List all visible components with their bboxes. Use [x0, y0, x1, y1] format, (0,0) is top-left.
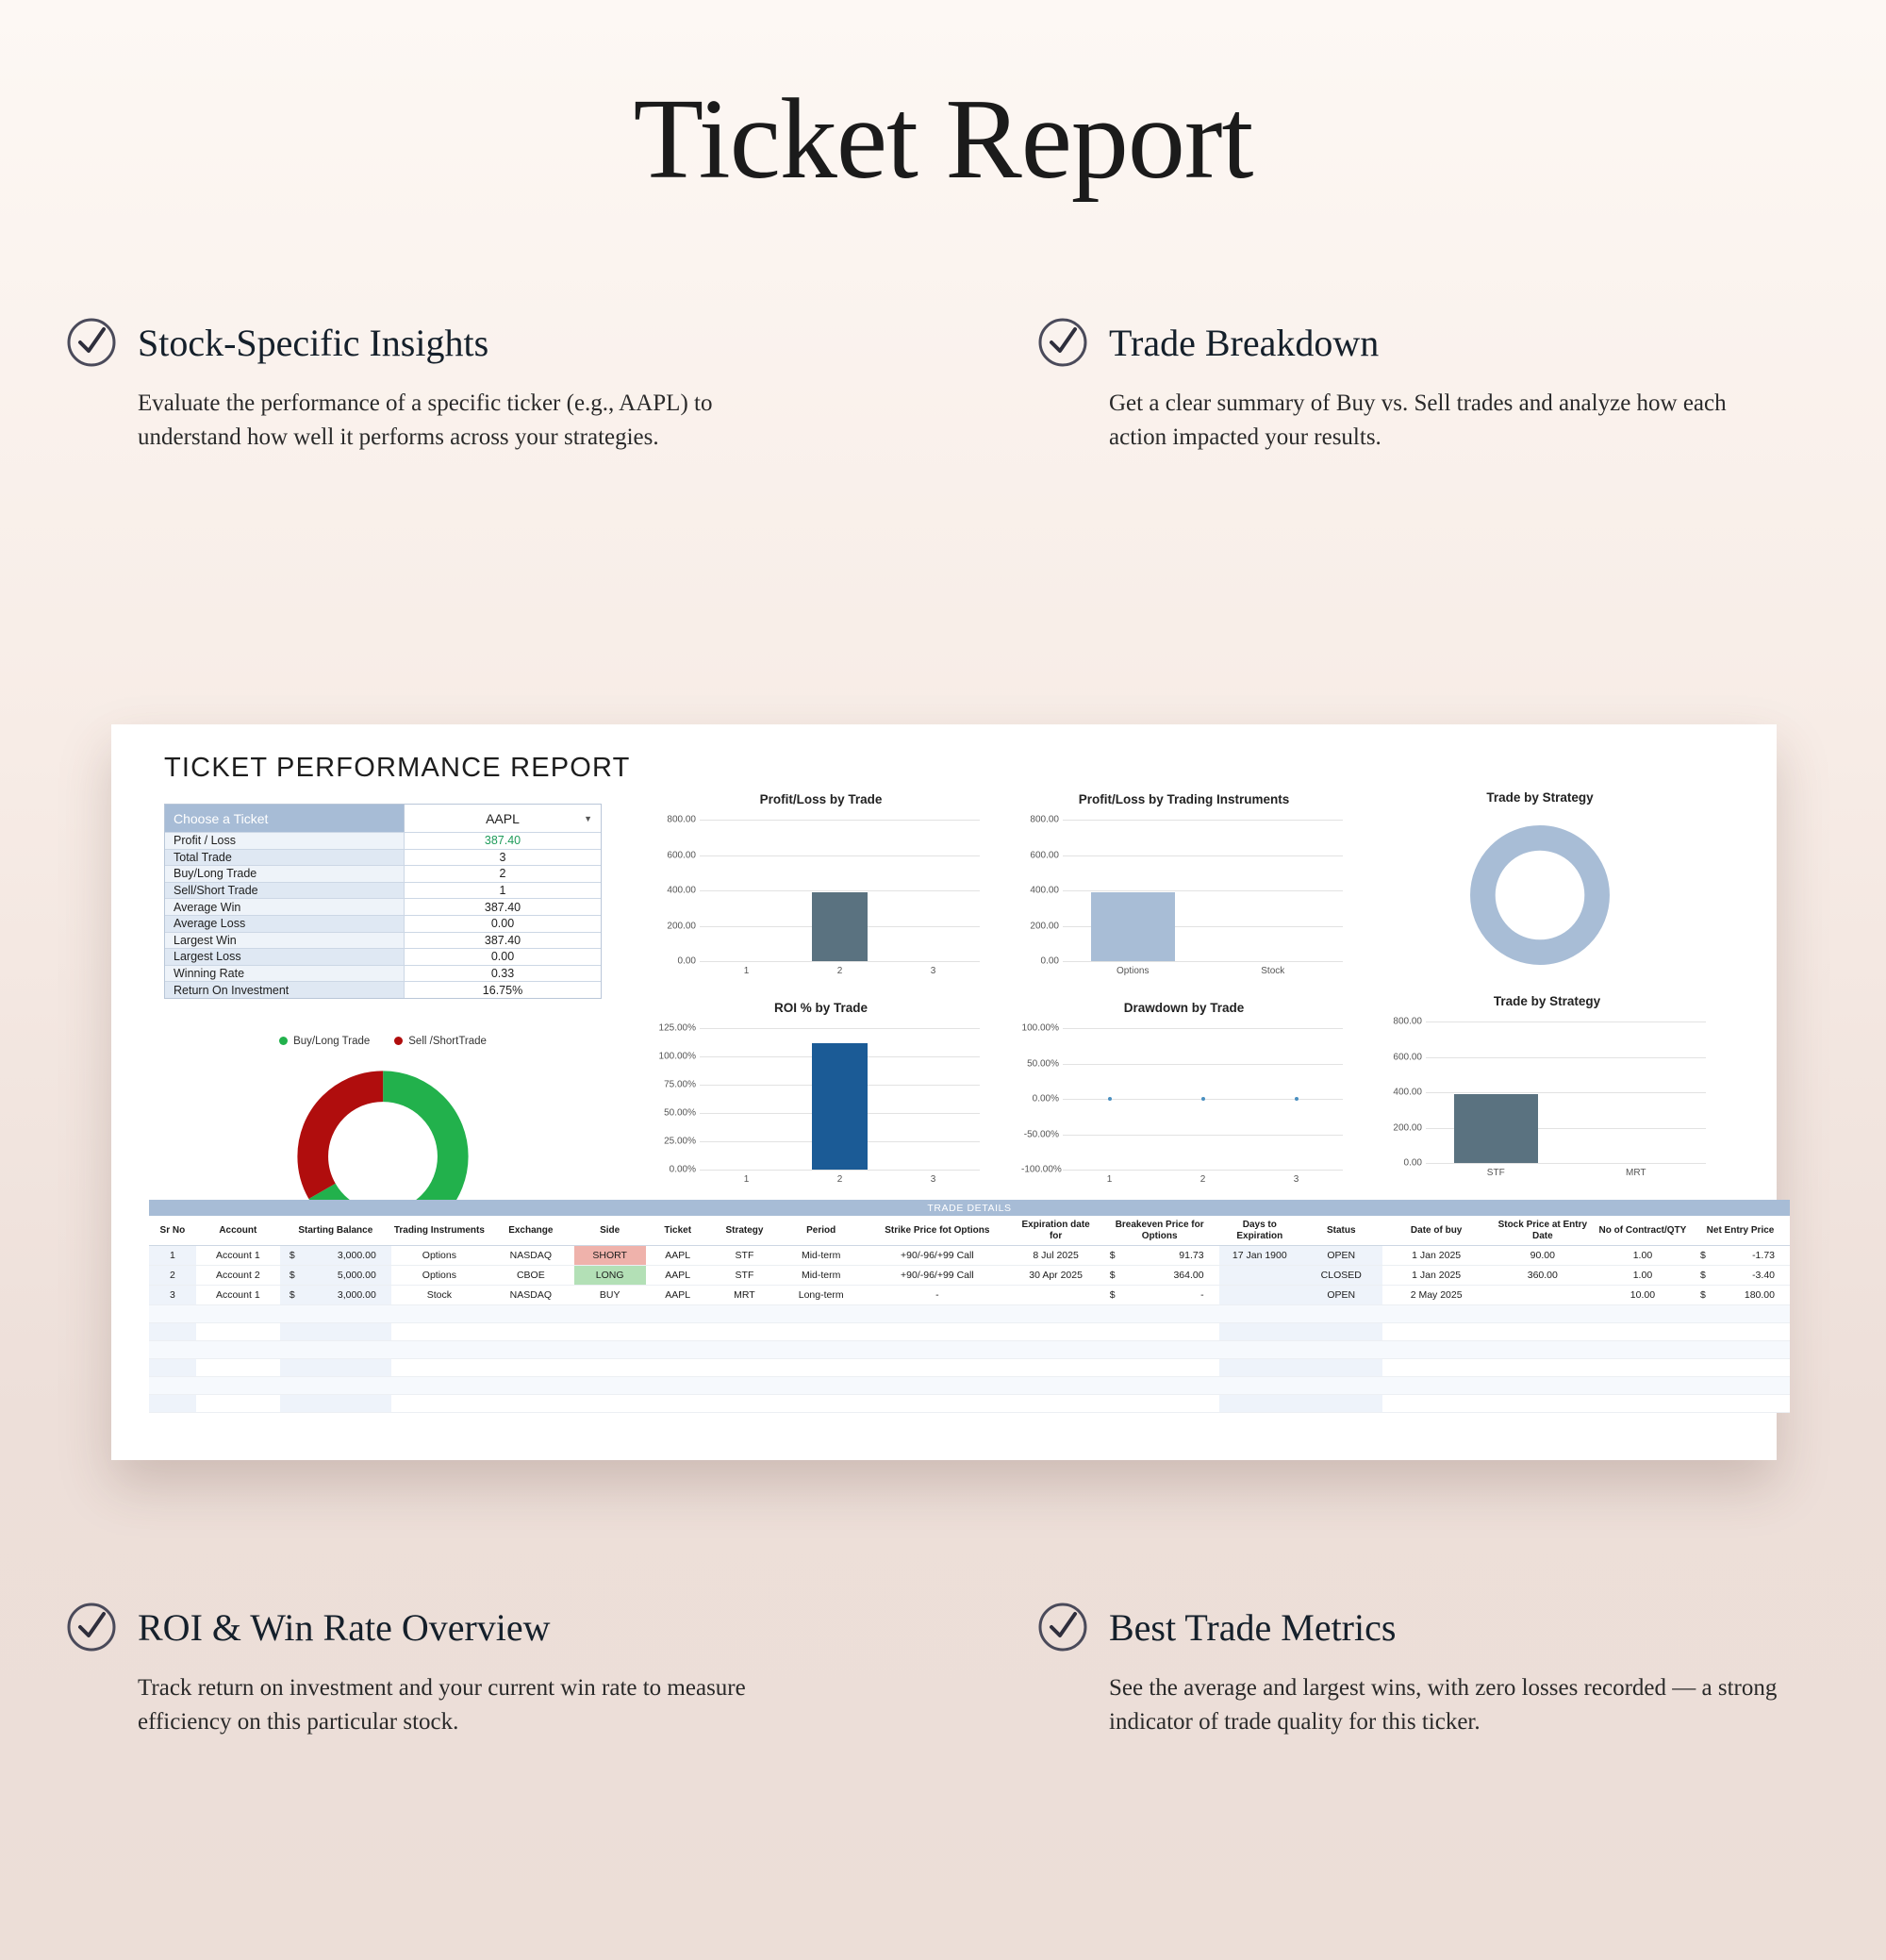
table-header-row: [149, 1216, 1790, 1246]
table-empty-row[interactable]: [149, 1359, 1790, 1377]
chart-gridline: [700, 855, 980, 856]
chart-bar: [812, 892, 868, 961]
chart-title: Profit/Loss by Trade: [759, 792, 883, 806]
chart-data-point: [1108, 1097, 1112, 1101]
table-column-header: Net Entry Price: [1691, 1216, 1790, 1246]
metric-row: [165, 882, 601, 899]
metric-label: Sell/Short Trade: [165, 883, 404, 899]
report-title: TICKET PERFORMANCE REPORT: [164, 753, 631, 783]
chart-y-tick: 125.00%: [658, 1022, 696, 1034]
chart-y-tick: 0.00%: [669, 1164, 696, 1175]
donut-legend: [164, 1036, 602, 1047]
chart-gridline: [1063, 820, 1343, 821]
trade-details-table: [149, 1216, 1790, 1413]
chevron-down-icon[interactable]: ▼: [584, 813, 592, 823]
metric-value: 0.00: [404, 916, 601, 932]
page-title: Ticket Report: [633, 75, 1253, 203]
chart-x-tick: 2: [836, 1174, 843, 1185]
legend-item-buy: Buy/Long Trade: [279, 1036, 370, 1047]
metric-value: 16.75%: [404, 982, 601, 998]
table-column-header: Stock Price at Entry Date: [1491, 1216, 1595, 1246]
chart-gridline: [1063, 1028, 1343, 1029]
chart-profit-loss-by-instruments: [1021, 792, 1347, 982]
metric-row: [165, 932, 601, 949]
spreadsheet-canvas: [130, 736, 1777, 1460]
chart-y-tick: 800.00: [1030, 814, 1059, 825]
chart-data-point: [1201, 1097, 1205, 1101]
chart-y-tick: 400.00: [1393, 1087, 1422, 1098]
chart-gridline: [1063, 1064, 1343, 1065]
chart-bar: [1454, 1094, 1538, 1163]
chart-y-tick: 50.00%: [1027, 1058, 1059, 1069]
chart-gridline: [1426, 1163, 1706, 1164]
feature-trade-breakdown: [943, 317, 1820, 456]
table-column-header: Ticket: [646, 1216, 710, 1246]
features-bottom: [66, 1602, 1820, 1740]
metric-value: 1: [404, 883, 601, 899]
chart-trade-by-strategy-bar: [1384, 994, 1710, 1184]
ticket-chooser-selected: AAPL: [486, 810, 520, 826]
table-empty-row[interactable]: [149, 1377, 1790, 1395]
table-row[interactable]: 1 Account 1 $ 3,000.00 Options NASDAQ SHORT AAPL STF Mid-term +90/-96/+99 Call 8 Jul 2025 $ 91.73 17 Jan 1900 OPEN 1 Jan 2025 90.00 1.00 $ -1.73: [149, 1246, 1790, 1266]
table-empty-row[interactable]: [149, 1395, 1790, 1413]
check-circle-icon: [1037, 1602, 1088, 1653]
chart-title: Trade by Strategy: [1486, 790, 1594, 805]
chart-title: Trade by Strategy: [1493, 994, 1601, 1008]
metric-label: Largest Win: [165, 933, 404, 949]
chart-gridline: [700, 1170, 980, 1171]
metric-row: [165, 849, 601, 866]
chart-y-tick: 200.00: [667, 921, 696, 931]
chart-y-tick: -50.00%: [1023, 1129, 1059, 1139]
chart-y-tick: 600.00: [1393, 1052, 1422, 1062]
table-column-header: Strategy: [710, 1216, 779, 1246]
chart-y-tick: 100.00%: [658, 1051, 696, 1062]
chart-gridline: [1063, 961, 1343, 962]
chart-y-tick: 400.00: [667, 885, 696, 896]
chart-x-tick: 2: [836, 966, 843, 976]
feature-title: ROI & Win Rate Overview: [138, 1605, 551, 1649]
table-column-header: Status: [1300, 1216, 1381, 1246]
check-circle-icon: [66, 317, 117, 368]
chart-trade-by-strategy-donut: [1384, 790, 1696, 980]
chart-y-tick: 0.00: [1040, 955, 1059, 967]
chart-title: ROI % by Trade: [773, 1001, 869, 1015]
table-column-header: Starting Balance: [280, 1216, 391, 1246]
chart-gridline: [1063, 1170, 1343, 1171]
table-column-header: Side: [574, 1216, 646, 1246]
chart-profit-loss-by-trade: [658, 792, 984, 982]
table-column-header: Date of buy: [1382, 1216, 1491, 1246]
table-column-header: Breakeven Price for Options: [1100, 1216, 1219, 1246]
chart-x-tick: Stock: [1261, 966, 1285, 976]
check-circle-icon: [66, 1602, 117, 1653]
table-empty-row[interactable]: [149, 1305, 1790, 1323]
chart-x-tick: 2: [1199, 1174, 1206, 1185]
metric-row: [165, 915, 601, 932]
chart-x-tick: STF: [1486, 1168, 1505, 1178]
chart-y-tick: 100.00%: [1021, 1022, 1059, 1034]
table-column-header: Days to Expiration: [1219, 1216, 1300, 1246]
feature-body: Track return on investment and your current win rate to measure efficiency on this particular stock.: [138, 1675, 746, 1736]
chart-gridline: [1426, 1092, 1706, 1093]
table-column-header: Account: [196, 1216, 280, 1246]
chart-y-tick: 400.00: [1030, 885, 1059, 896]
ticket-chooser[interactable]: [165, 805, 601, 832]
chart-gridline: [1063, 1135, 1343, 1136]
feature-title: Best Trade Metrics: [1109, 1605, 1397, 1649]
chart-y-tick: 75.00%: [664, 1079, 696, 1090]
table-row[interactable]: 2 Account 2 $ 5,000.00 Options CBOE LONG AAPL STF Mid-term +90/-96/+99 Call 30 Apr 2025 $ 364.00 CLOSED 1 Jan 2025 360.00 1.00 $ -3.40: [149, 1266, 1790, 1286]
metric-label: Average Win: [165, 899, 404, 915]
table-column-header: Strike Price fot Options: [863, 1216, 1011, 1246]
report-screenshot-card: [111, 724, 1777, 1460]
metric-label: Total Trade: [165, 850, 404, 866]
chart-x-tick: 3: [930, 966, 936, 976]
ticket-chooser-label: Choose a Ticket: [165, 805, 404, 832]
chart-x-tick: 3: [930, 1174, 936, 1185]
chart-y-tick: 800.00: [667, 814, 696, 825]
table-column-header: Sr No: [149, 1216, 196, 1246]
table-column-header: Period: [779, 1216, 863, 1246]
metric-label: Buy/Long Trade: [165, 866, 404, 882]
chart-gridline: [700, 890, 980, 891]
metric-row: [165, 965, 601, 982]
ticket-chooser-value[interactable]: [404, 805, 601, 832]
table-empty-row[interactable]: [149, 1341, 1790, 1359]
metric-row: [165, 981, 601, 998]
chart-y-tick: 0.00%: [1032, 1093, 1059, 1105]
feature-title: Stock-Specific Insights: [138, 321, 489, 364]
feature-body: See the average and largest wins, with zero losses recorded — a strong indicator of trade quality for this ticker.: [1109, 1675, 1778, 1736]
metric-label: Return On Investment: [165, 982, 404, 998]
chart-y-tick: 800.00: [1393, 1016, 1422, 1027]
table-column-header: No of Contract/QTY: [1595, 1216, 1691, 1246]
chart-bar: [812, 1043, 868, 1170]
feature-body: Get a clear summary of Buy vs. Sell trades and analyze how each action impacted your results.: [1109, 390, 1727, 451]
legend-item-sell: Sell /ShortTrade: [394, 1036, 487, 1047]
chart-y-tick: 25.00%: [664, 1136, 696, 1147]
metric-value: 387.40: [404, 899, 601, 915]
table-column-header: Expiration date for: [1011, 1216, 1100, 1246]
chart-gridline: [1063, 855, 1343, 856]
chart-drawdown-by-trade: [1021, 1001, 1347, 1190]
metric-row: [165, 948, 601, 965]
metric-label: Average Loss: [165, 916, 404, 932]
features-top: [66, 317, 1820, 456]
chart-x-tick: 1: [743, 966, 750, 976]
table-column-header: Trading Instruments: [391, 1216, 488, 1246]
check-circle-icon: [1037, 317, 1088, 368]
chart-y-tick: 0.00: [677, 955, 696, 967]
metric-value: 387.40: [404, 833, 601, 849]
chart-x-tick: MRT: [1626, 1168, 1646, 1178]
chart-title: Drawdown by Trade: [1123, 1001, 1245, 1015]
chart-y-tick: 600.00: [667, 850, 696, 860]
metric-value: 3: [404, 850, 601, 866]
chart-x-tick: 1: [1106, 1174, 1113, 1185]
metric-row: [165, 832, 601, 849]
metric-label: Largest Loss: [165, 949, 404, 965]
metric-value: 0.00: [404, 949, 601, 965]
chart-x-tick: 3: [1293, 1174, 1299, 1185]
feature-roi-win-rate: [66, 1602, 943, 1740]
chart-x-tick: 1: [743, 1174, 750, 1185]
chart-gridline: [700, 961, 980, 962]
table-column-header: Exchange: [488, 1216, 574, 1246]
feature-best-trade-metrics: [943, 1602, 1820, 1740]
chart-y-tick: 50.00%: [664, 1107, 696, 1119]
metric-label: Profit / Loss: [165, 833, 404, 849]
chart-x-tick: Options: [1117, 966, 1150, 976]
chart-y-tick: -100.00%: [1021, 1164, 1062, 1175]
chart-gridline: [1063, 890, 1343, 891]
metric-row: [165, 865, 601, 882]
chart-y-tick: 200.00: [1393, 1122, 1422, 1133]
chart-title: Profit/Loss by Trading Instruments: [1078, 792, 1290, 806]
trade-details-header: TRADE DETAILS: [149, 1200, 1790, 1216]
chart-data-point: [1295, 1097, 1299, 1101]
feature-body: Evaluate the performance of a specific ticker (e.g., AAPL) to understand how well it performs across your strategies.: [138, 390, 713, 451]
chart-bar: [1091, 892, 1175, 961]
metric-value: 2: [404, 866, 601, 882]
strategy-donut: [1464, 820, 1615, 971]
chart-gridline: [700, 820, 980, 821]
metric-value: 387.40: [404, 933, 601, 949]
metric-label: Winning Rate: [165, 966, 404, 982]
chart-y-tick: 200.00: [1030, 921, 1059, 931]
table-row[interactable]: 3 Account 1 $ 3,000.00 Stock NASDAQ BUY AAPL MRT Long-term - $ - OPEN 2 May 2025 10.00 $ 180.00: [149, 1286, 1790, 1305]
chart-gridline: [1426, 1057, 1706, 1058]
chart-y-tick: 600.00: [1030, 850, 1059, 860]
table-empty-row[interactable]: [149, 1323, 1790, 1341]
chart-roi-by-trade: [658, 1001, 984, 1190]
chart-gridline: [700, 1028, 980, 1029]
metric-row: [165, 898, 601, 915]
metrics-panel: [164, 804, 602, 999]
chart-y-tick: 0.00: [1403, 1157, 1422, 1169]
feature-stock-specific-insights: [66, 317, 943, 456]
metric-value: 0.33: [404, 966, 601, 982]
feature-title: Trade Breakdown: [1109, 321, 1380, 364]
